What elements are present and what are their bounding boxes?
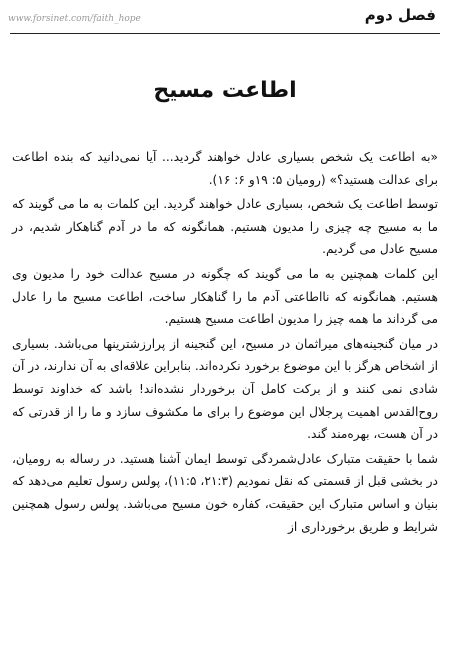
body-text: [12, 146, 438, 540]
paragraph: شما با حقیقت متبارک عادل‌شمردگی توسط ایمان آشنا هستید. در رساله به رومیان، در بخشی قبل از قسمتی که نقل نمودیم (۲۱:۳، ۱۱:۵)، پولس رسول تعلیم می‌دهد که بنیان و اساس متبارک این حقیقت، کفاره خون مسیح می‌باشد. پولس رسول همچنین شرایط و طریق برخورداری از: [12, 451, 438, 534]
page-title: اطاعت مسیح: [153, 78, 297, 103]
watermark-url: www.forsinet.com/faith_hope: [8, 14, 141, 24]
header-divider: [10, 33, 440, 34]
paragraph: در میان گنجینه‌های میراثمان در مسیح، این گنجینه از پرارزشترینها می‌باشد. بسیاری از اشخاص هرگز با این موضوع برخورد نکرده‌اند. بنابراین علاقه‌ای به آن ندارند، در آن شادی نمی کنند و از برکت کامل آن برخوردار نشده‌اند! باشد که خداوند توسط روح‌القدس اهمیت پرجلال این موضوع را برای ما مکشوف سازد و ما را از قدرتی که در آن هست، بهره‌مند گند.: [12, 336, 438, 442]
paragraph: توسط اطاعت یک شخص، بسیاری عادل خواهند گردید. این کلمات به ما می گویند که ما به مسیح چه چیزی را مدیون هستیم. همانگونه که ما در آدم گناهکار شدیم، در مسیح عادل می گردیم.: [12, 197, 438, 257]
paragraph: این کلمات همچنین به ما می گویند که چگونه در مسیح عدالت خود را مدیون وی هستیم. همانگونه که نااطاعتی آدم ما را گناهکار ساخت، اطاعت مسیح ما را عادل می گرداند ما همه چیز را مدیون اطاعت مسیح هستیم.: [12, 266, 438, 327]
paragraph-quote: «به اطاعت یک شخص بسیاری عادل خواهند گردید... آیا نمی‌دانید که بنده اطاعت برای عدالت هستید؟» (رومیان ۵: ۱۹و ۶: ۱۶).: [12, 150, 438, 187]
chapter-label: فصل دوم: [364, 6, 436, 24]
